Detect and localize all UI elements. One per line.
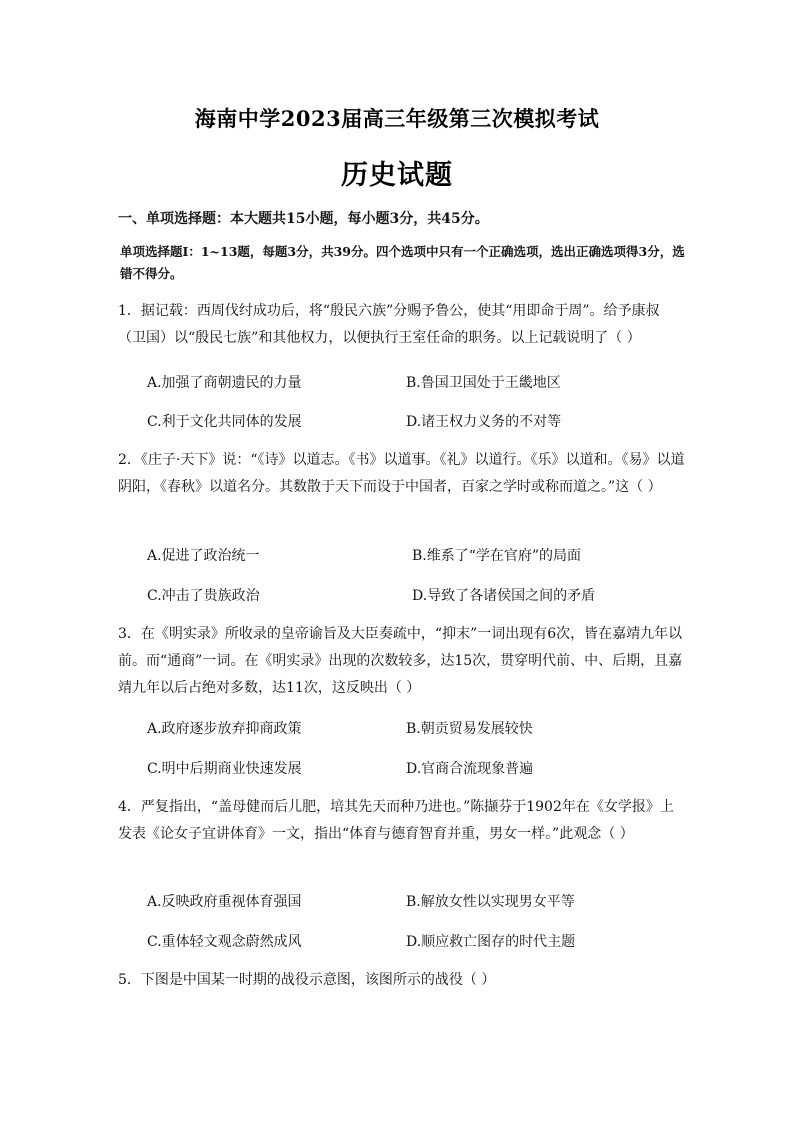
option-d[interactable]: D.导致了各诸侯国之间的矛盾 [412, 588, 596, 604]
section-note: 单项选择题Ⅰ：1~13题，每题3分，共39分。四个选项中只有一个正确选项，选出正确选项得3分，选错不得分。 [120, 244, 685, 281]
question-1: 1．据记载：西周伐纣成功后，将“殷民六族”分赐予鲁公，使其“用即命于周”。给予康叔（卫国）以“殷民七族”和其他权力，以便执行王室任命的职务。以上记载说明了（ ） [118, 303, 660, 346]
option-a[interactable]: A.政府逐步放弃抑商政策 [147, 721, 302, 737]
question-2: 2．《庄子·天下》说：“《诗》以道志。《书》以道事。《礼》以道行。《乐》以道和。《易》以道阴阳，《春秋》以道名分。其数散于天下而设于中国者，百家之学时或称而道之。”这（ ） [118, 452, 685, 495]
option-b[interactable]: B.解放女性以实现男女平等 [406, 894, 575, 910]
option-d[interactable]: D.官商合流现象普遍 [406, 761, 534, 777]
option-d[interactable]: D.诸王权力义务的不对等 [406, 414, 562, 430]
option-b[interactable]: B.鲁国卫国处于王畿地区 [406, 375, 561, 391]
subject-title: 历史试题 [341, 160, 453, 191]
option-c[interactable]: C.明中后期商业快速发展 [147, 761, 302, 777]
option-c[interactable]: C.利于文化共同体的发展 [147, 414, 302, 430]
option-a[interactable]: A.反映政府重视体育强国 [147, 894, 302, 910]
section-heading: 一、单项选择题：本大题共15小题，每小题3分，共45分。 [118, 211, 489, 227]
exam-title: 海南中学2023届高三年级第三次模拟考试 [194, 106, 600, 131]
option-b[interactable]: B.朝贡贸易发展较快 [406, 721, 533, 737]
question-4: 4．严复指出，“盖母健而后儿肥，培其先天而种乃进也。”陈撷芬于1902年在《女学报》上发表《论女子宜讲体育》一文，指出“体育与德育智育并重，男女一样。”此观念（ ） [118, 799, 674, 842]
option-c[interactable]: C.重体轻文观念蔚然成风 [147, 934, 302, 950]
option-c[interactable]: C.冲击了贵族政治 [147, 588, 260, 604]
option-d[interactable]: D.顺应救亡图存的时代主题 [406, 934, 576, 950]
option-a[interactable]: A.加强了商朝遗民的力量 [147, 375, 302, 391]
question-3: 3．在《明实录》所收录的皇帝谕旨及大臣奏疏中，“抑末”一词出现有6次，皆在嘉靖九年以前。而“通商”一词。在《明实录》出现的次数较多，达15次，贯穿明代前、中、后期，且嘉靖九年以后占绝对多数，达11次，这反映出（ ） [118, 626, 683, 696]
option-a[interactable]: A.促进了政治统一 [147, 548, 260, 564]
option-b[interactable]: B.维系了“学在官府”的局面 [412, 548, 582, 564]
question-5: 5．下图是中国某一时期的战役示意图，该图所示的战役（ ） [118, 972, 496, 988]
